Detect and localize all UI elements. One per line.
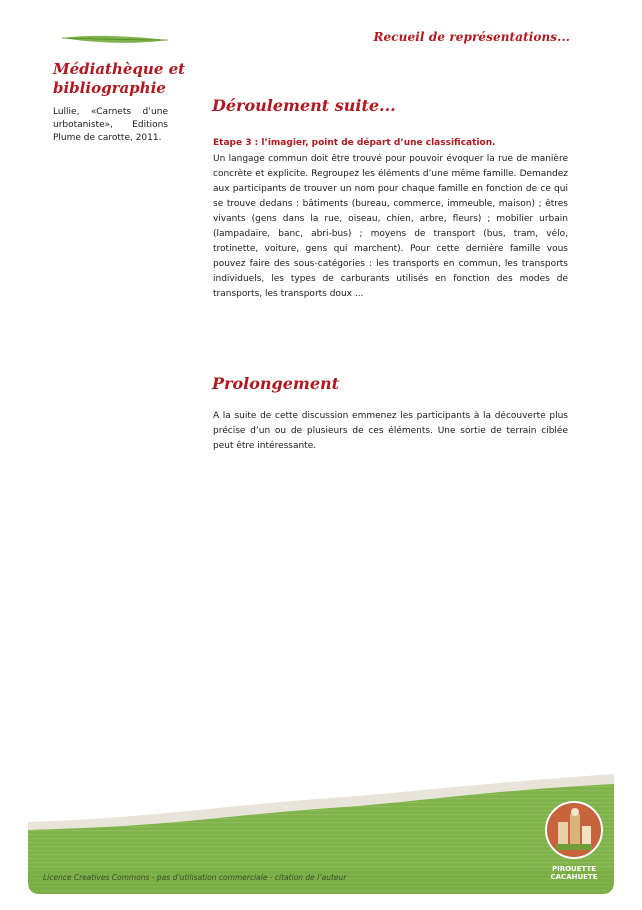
logo-label: [540, 865, 608, 881]
leaf-decoration-icon: [60, 30, 170, 46]
logo-label-line2: CACAHUETE: [550, 873, 598, 881]
section-paragraph-deroulement: Un langage commun doit être trouvé pour pouvoir évoquer la rue de manière concrète et explicite. Regroupez les éléments d’une même famille. Demandez aux participants de trouver un nom pour chaque famille en fonction de ce qui se trouve dedans : bâtiments (bureau, commerce, immeuble, maison) ; êtres vivants (gens dans la rue, oiseau, chien, arbre, fleurs) ; mobilier urbain (lampadaire, banc, abri-bus) ; moyens de transport (bus, tram, vélo, trotinette, voiture, gens qui marchent). Pour cette dernière famille vous pouvez faire des sous-catégories : les transports en commun, les transports individuels, les types de carburants utilisés en fonction des modes de transports, les transports doux ...: [213, 154, 568, 299]
sidebar-title: Médiathèque et bibliographie: [53, 60, 186, 97]
pirouette-cacahuete-logo: [544, 800, 604, 860]
logo-label-line1: PIROUETTE: [551, 865, 597, 873]
section-title-deroulement: Déroulement suite...: [212, 96, 396, 115]
section-title-prolongement: Prolongement: [212, 374, 340, 393]
section-paragraph-prolongement: A la suite de cette discussion emmenez les participants à la découverte plus précise d’un ou de plusieurs de ces éléments. Une sortie de terrain ciblée peut être intéressante.: [213, 411, 568, 451]
header-title: Recueil de représentations...: [373, 30, 570, 44]
sidebar-reference: Lullie, «Carnets d’une urbotaniste», Editions Plume de carotte, 2011.: [53, 107, 168, 143]
step-heading: Etape 3 : l’imagier, point de départ d’une classification.: [213, 138, 496, 148]
license-text: Licence Creatives Commons - pas d’utilisation commerciale - citation de l’auteur: [43, 873, 347, 882]
